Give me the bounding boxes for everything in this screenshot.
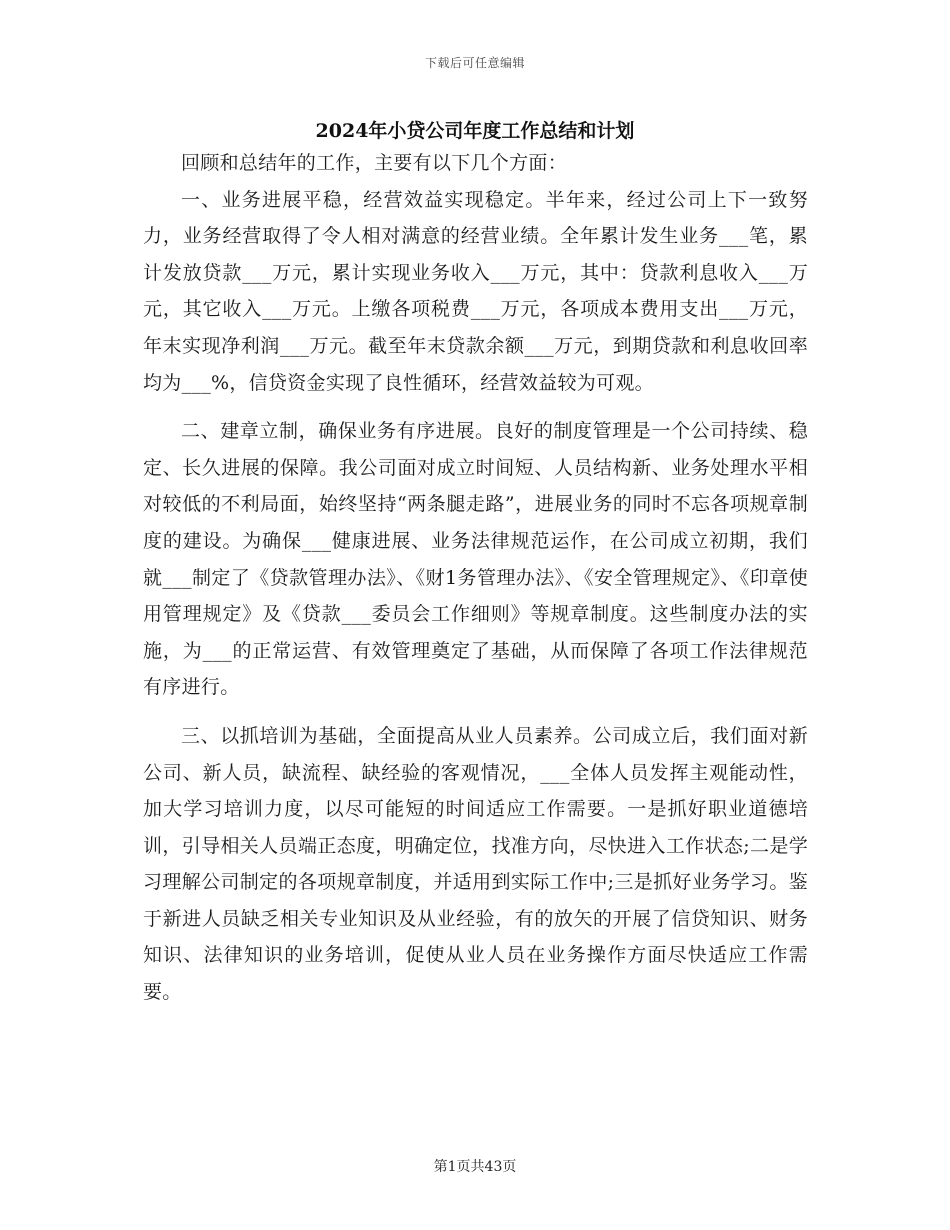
document-title: 2024年小贷公司年度工作总结和计划 — [315, 120, 635, 142]
paragraph-business: 一、业务进展平稳，经营效益实现稳定。半年来，经过公司上下一致努力，业务经营取得了令人相对满意的经营业绩。全年累计发生业务___笔，累计发放贷款___万元，累计实现业务收入___万元，其中：贷款利息收入___万元，其它收入___万元。上缴各项税费___万元，各项成本费用支出___万元，年末实现净利润___万元。截至年末贷款余额___万元，到期贷款和利息收回率均为___%，信贷资金实现了良性循环，经营效益较为可观。 — [143, 188, 808, 394]
page-footer: 第1页共43页 — [433, 1159, 517, 1175]
header-note: 下载后可任意编辑 — [424, 56, 525, 70]
paragraph-training: 三、以抓培训为基础，全面提高从业人员素养。公司成立后，我们面对新公司、新人员，缺流程、缺经验的客观情况，___全体人员发挥主观能动性，加大学习培训力度，以尽可能短的时间适应工作需要。一是抓好职业道德培训，引导相关人员端正态度，明确定位，找准方向，尽快进入工作状态;二是学习理解公司制定的各项规章制度，并适用到实际工作中;三是抓好业务学习。鉴于新进人员缺乏相关专业知识及从业经验，有的放矢的开展了信贷知识、财务知识、法律知识的业务培训，促使从业人员在业务操作方面尽快适应工作需要。 — [143, 724, 808, 1004]
paragraph-regulations: 二、建章立制，确保业务有序进展。良好的制度管理是一个公司持续、稳定、长久进展的保障。我公司面对成立时间短、人员结构新、业务处理水平相对较低的不利局面，始终坚持“两条腿走路”，进展业务的同时不忘各项规章制度的建设。为确保___健康进展、业务法律规范运作，在公司成立初期，我们就___制定了《贷款管理办法》、《财1务管理办法》、《安全管理规定》、《印章使用管理规定》及《贷款___委员会工作细则》等规章制度。这些制度办法的实施，为___的正常运营、有效管理奠定了基础，从而保障了各项工作法律规范有序进行。 — [143, 420, 808, 699]
document-body — [143, 145, 808, 1023]
paragraph-intro: 回顾和总结年的工作，主要有以下几个方面： — [181, 152, 568, 174]
